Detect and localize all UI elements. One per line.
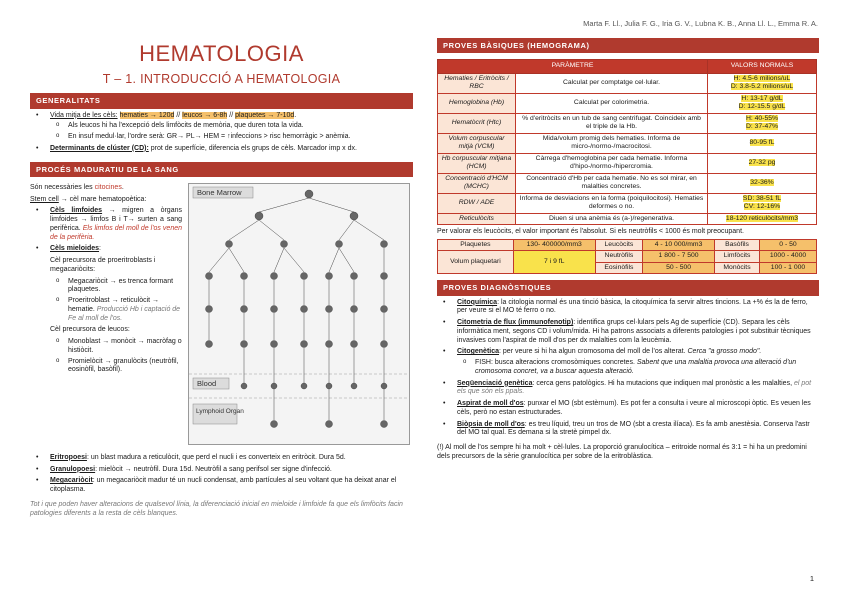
value-primary: H: 4.5-6 milions/uL — [733, 74, 791, 82]
value-primary: H: 40-55% — [745, 114, 779, 122]
param-value — [708, 73, 817, 93]
item-label: Granulopoesi — [50, 465, 96, 473]
list-item — [50, 297, 182, 323]
param-value — [708, 173, 817, 193]
diagnostic-list — [437, 299, 819, 439]
left-column — [30, 38, 413, 521]
param-name: Hematòcrit (Htc) — [438, 113, 516, 133]
diagram-svg — [189, 184, 409, 444]
plaquetes-label: Plaquetes — [438, 239, 514, 250]
highlight-hematies: hematies → 120d — [119, 111, 175, 119]
generalitats-list — [30, 112, 413, 154]
param-name: Volum corpuscular mitjà (VCM) — [438, 133, 516, 153]
value-secondary: D: 3.8-5.2 milions/uL — [730, 83, 794, 91]
list-item — [30, 112, 413, 142]
bone-marrow-label: Bone Marrow — [197, 187, 242, 197]
period: . — [294, 111, 297, 119]
list-item — [437, 348, 819, 376]
note-text: Els limfos del moll de l'os venen de la perifèria. — [50, 224, 182, 241]
list-item — [30, 245, 182, 375]
param-desc: Càrrega d'hemoglobina per cada hematie. Informa d'hipo-/normo-/hipercromia. — [516, 153, 708, 173]
value-primary: 27-32 pg — [748, 158, 776, 166]
blood-label: Blood — [197, 378, 217, 388]
volum-value: 7 i 9 fL — [513, 251, 595, 274]
list-item — [437, 400, 819, 418]
col-header-param: PARÀMETRE — [438, 60, 708, 73]
col-header-values: VALORS NORMALS — [708, 60, 817, 73]
leuco-note: Per valorar els leucòcits, el valor important és l'absolut. Si els neutròfils < 1000 és molt preocupant. — [437, 228, 744, 236]
section-proces: PROCÉS MADURATIU DE LA SANG — [30, 162, 413, 177]
param-value — [708, 213, 817, 224]
value-primary: SD: 38-51 fL — [742, 194, 782, 202]
list-item: o En insuf medul·lar, l'ordre serà: GR→ PL→ HEM = ↑infeccions > risc hemorràgic > anèmia. — [50, 133, 413, 142]
item-label: Aspirat de moll d'os — [457, 400, 524, 408]
item-label: Citoquímica — [457, 298, 498, 306]
monocits-label: Monòcits — [715, 262, 760, 273]
item-label: Eritropoesi — [50, 453, 87, 461]
param-value — [708, 113, 817, 133]
value-secondary: D: 12-15.5 g/dL — [738, 103, 786, 111]
param-value — [708, 93, 817, 113]
table-row — [438, 213, 817, 224]
list-item — [30, 477, 413, 495]
value-primary: 18-120 reticulòcits/mm3 — [725, 214, 799, 222]
limfocits-value: 1000 - 4000 — [760, 251, 817, 262]
citocines-text: citocines — [94, 183, 122, 191]
item-text: : la citologia normal és una tinció bàsica, la citoquímica fa servir altres tincions. La +% és la de ferro, per veure si el MO té ferro o no. — [457, 298, 808, 315]
note-text: Producció Hb i captació de Fe al moll de l'os. — [68, 305, 181, 322]
param-desc: % d'eritròcits en un tub de sang centrifugat. Coincideix amb el triple de la Hb. — [516, 113, 708, 133]
volum-label: Volum plaquetari — [438, 251, 514, 274]
list-item — [457, 359, 819, 377]
value-primary: 32-36% — [750, 178, 774, 186]
neutrofils-value: 1 800 - 7 500 — [643, 251, 715, 262]
right-column — [437, 38, 819, 462]
table-row — [438, 73, 817, 93]
stem-cell-label: Stem cell — [30, 195, 59, 203]
leucocits-label: Leucòcits — [595, 239, 642, 250]
note-text: Sabent que una malaltia provoca una alteració d'un cromosoma concret, va a buscar aquesta alteració. — [475, 359, 797, 375]
lymphoid-label: Lymphoid Organ — [196, 407, 244, 415]
text: Cèl precursora de proeritroblasts i megacariòcits: — [50, 257, 156, 273]
item-label: Cèls mieloides — [50, 245, 100, 253]
param-name: Hb corpuscular mitjana (HCM) — [438, 153, 516, 173]
plaquetes-value: 130- 400000/mm3 — [513, 239, 595, 250]
list-item — [30, 145, 413, 154]
param-desc: Mida/volum promig dels hematies. Informa de micro-/normo-/macrocitosi. — [516, 133, 708, 153]
basofils-label: Basòfils — [715, 239, 760, 250]
list-item — [30, 207, 182, 242]
note-text: Cerca "a grosso modo". — [687, 348, 762, 356]
text: Proeritroblast → reticulòcit → hematie. — [68, 297, 160, 313]
param-name: RDW / ADE — [438, 193, 516, 213]
table-row — [438, 113, 817, 133]
param-name: Concentració d'HCM (MCHC) — [438, 173, 516, 193]
list-item — [30, 454, 413, 463]
param-desc: Calculat per comptatge cel·lular. — [516, 73, 708, 93]
item-label: Citogenètica — [457, 348, 500, 356]
monocits-value: 100 - 1 000 — [760, 262, 817, 273]
eosinofils-value: 50 - 500 — [643, 262, 715, 273]
hematopoiesis-diagram — [188, 183, 410, 445]
limfocits-label: Limfòcits — [715, 251, 760, 262]
list-item: o Promielòcit → granulòcits (neutròfil, eosinòfil, basòfil). — [50, 358, 182, 376]
param-name: Reticulòcits — [438, 213, 516, 224]
authors: Marta F. Ll., Julia F. G., Iria G. V., Lubna K. B., Anna Ll. L., Emma R. A. — [583, 19, 818, 28]
param-name: Hemoglobina (Hb) — [438, 93, 516, 113]
item-text: : identifica grups cel·lulars pels Ag de superfície (CD). Separa les cèls informàtica ment, segons CD i volum/mida. Hi ha patrons associats a diferents patologies i pot substituir tècniques invasives com l'aspirat de moll d'os per dx malalties com la leucèmia. — [457, 319, 811, 344]
list-item: o Monoblast → monòcit → macròfag o histiòcit. — [50, 338, 182, 356]
section-proves-diagnostiques: PROVES DIAGNÒSTIQUES — [437, 280, 819, 295]
footer-note: (!) Al moll de l'os sempre hi ha molt + cèl·lules. La proporció granulocítica – eritroide normal és 3:1 = hi ha un predomini dels precursors de la sèrie granulocítica per sobre de la eritroblàstica. — [437, 444, 807, 460]
item-label: Citometria de flux (immunofenotip) — [457, 319, 574, 327]
table-row — [438, 153, 817, 173]
item-text: : mielòcit → neutròfil. Dura 15d. Neutròfil a sang perifsol ser signe d'infecció. — [95, 465, 332, 473]
text: : — [99, 245, 101, 253]
table-row — [438, 173, 817, 193]
table-row — [438, 133, 817, 153]
leuco-table — [437, 239, 817, 274]
param-desc: Concentració d'Hb per cada hematie. No es sol mirar, en malalties concretes. — [516, 173, 708, 193]
page-number: 1 — [809, 573, 814, 583]
param-value — [708, 153, 817, 173]
list-item — [30, 466, 413, 475]
basofils-value: 0 - 50 — [760, 239, 817, 250]
note-text: el pot els que són els ppals. — [457, 379, 812, 396]
text: → cèl mare hematopoètica: — [58, 195, 147, 203]
param-desc: Informa de desviacions en la forma (poiquilocitosi). Hematies deformes o no. — [516, 193, 708, 213]
text: FISH: busca alteracions cromosòmiques concretes. — [475, 359, 637, 367]
item-text: : per veure si hi ha algun cromosoma del moll de l'os alterat. — [499, 348, 688, 356]
list-item: o Megacariòcit → es trenca formant plaquetes. — [50, 278, 182, 296]
item-label: Determinants de clúster (CD): — [50, 144, 149, 152]
value-primary: H: 13-17 g/dL — [741, 94, 783, 102]
item-text: → migren a òrgans limfoides → limfos B i T→ surten a sang perifèrica. — [50, 207, 182, 232]
value-primary: 80-95 fL — [749, 139, 775, 146]
item-text: : punxar el MO (sbt estèrnum). Es pot fer a consulta i veure al microscopi òptic. Es veuen les cèls, però no estan estructurades. — [457, 400, 811, 416]
final-note: Tot i que poden haver alteracions de qualsevol línia, la diferenciació inicial en mieloide i limfoide fa que els limfòcits facin patologies diferents a la resta de cèls blanques. — [30, 500, 403, 517]
maturation-notes — [30, 454, 413, 519]
param-desc: Calculat per colorimetria. — [516, 93, 708, 113]
value-secondary: D: 37-47% — [745, 123, 779, 131]
param-value — [708, 193, 817, 213]
section-generalitats: GENERALITATS — [30, 93, 413, 108]
table-row — [438, 193, 817, 213]
value-secondary: CV: 12-16% — [743, 203, 781, 211]
list-item — [437, 319, 819, 345]
item-text: prot de superfície, diferencia els grups de cèls. Marcador imp x dx. — [148, 144, 357, 152]
item-label: Vida mitja de les cèls: — [50, 111, 118, 119]
item-text: : un megacariòcit madur té un nucli condensat, amb partícules al seu voltant que ha deixat anar el citoplasma. — [50, 477, 397, 494]
section-proves-basiques: PROVES BÀSIQUES (HEMOGRAMA) — [437, 38, 819, 53]
separator: // — [227, 111, 236, 119]
item-text: : un blast madura a reticulòcit, que perd el nucli i es converteix en eritròcit. Dura 5d. — [86, 453, 346, 461]
item-label: Seqüenciació genètica — [457, 379, 533, 387]
param-value — [708, 133, 817, 153]
neutrofils-label: Neutròfils — [595, 251, 642, 262]
list-item: o Als leucos hi ha l'excepció dels limfòcits de memòria, que duren tota la vida. — [50, 122, 413, 131]
item-label: Megacariòcit — [50, 477, 93, 485]
hemograma-table — [437, 59, 817, 225]
leucocits-value: 4 - 10 000/mm3 — [643, 239, 715, 250]
param-desc: Diuen si una anèmia és (a-)/regenerativa. — [516, 213, 708, 224]
proces-text — [30, 181, 182, 378]
list-item — [437, 421, 819, 439]
table-row — [438, 93, 817, 113]
page-title: HEMATOLOGIA — [139, 41, 304, 66]
item-label: Cèls limfoides — [50, 207, 103, 215]
item-text: : cerca gens patològics. Hi ha mutacions que indiquen mal pronòstic a les malalties, — [532, 379, 794, 387]
highlight-plaquetes: plaquetes → 7-10d — [235, 111, 295, 119]
text: Són necessàries les — [30, 183, 95, 191]
separator: // — [174, 111, 183, 119]
item-label: Biòpsia de moll d'os — [457, 420, 525, 428]
eosinofils-label: Eosinòfils — [595, 262, 642, 273]
list-item — [437, 380, 819, 398]
text: . — [121, 183, 124, 191]
page-subtitle: T – 1. INTRODUCCIÓ A HEMATOLOGIA — [102, 71, 341, 86]
list-item — [437, 299, 819, 317]
proces-block — [30, 181, 413, 451]
item-text: : es treu líquid, treu un tros de MO (sbt a cresta ilíaca). Es fa amb anestèsia. Conserva l'astr del MO tal qual. Es demana si la stretè pimpel dx. — [457, 420, 810, 437]
text: Cèl precursora de leucos: — [50, 326, 130, 334]
highlight-leucos: leucos → 6-8h — [182, 111, 228, 119]
param-name: Hematies / Eritròcits / RBC — [438, 73, 516, 93]
